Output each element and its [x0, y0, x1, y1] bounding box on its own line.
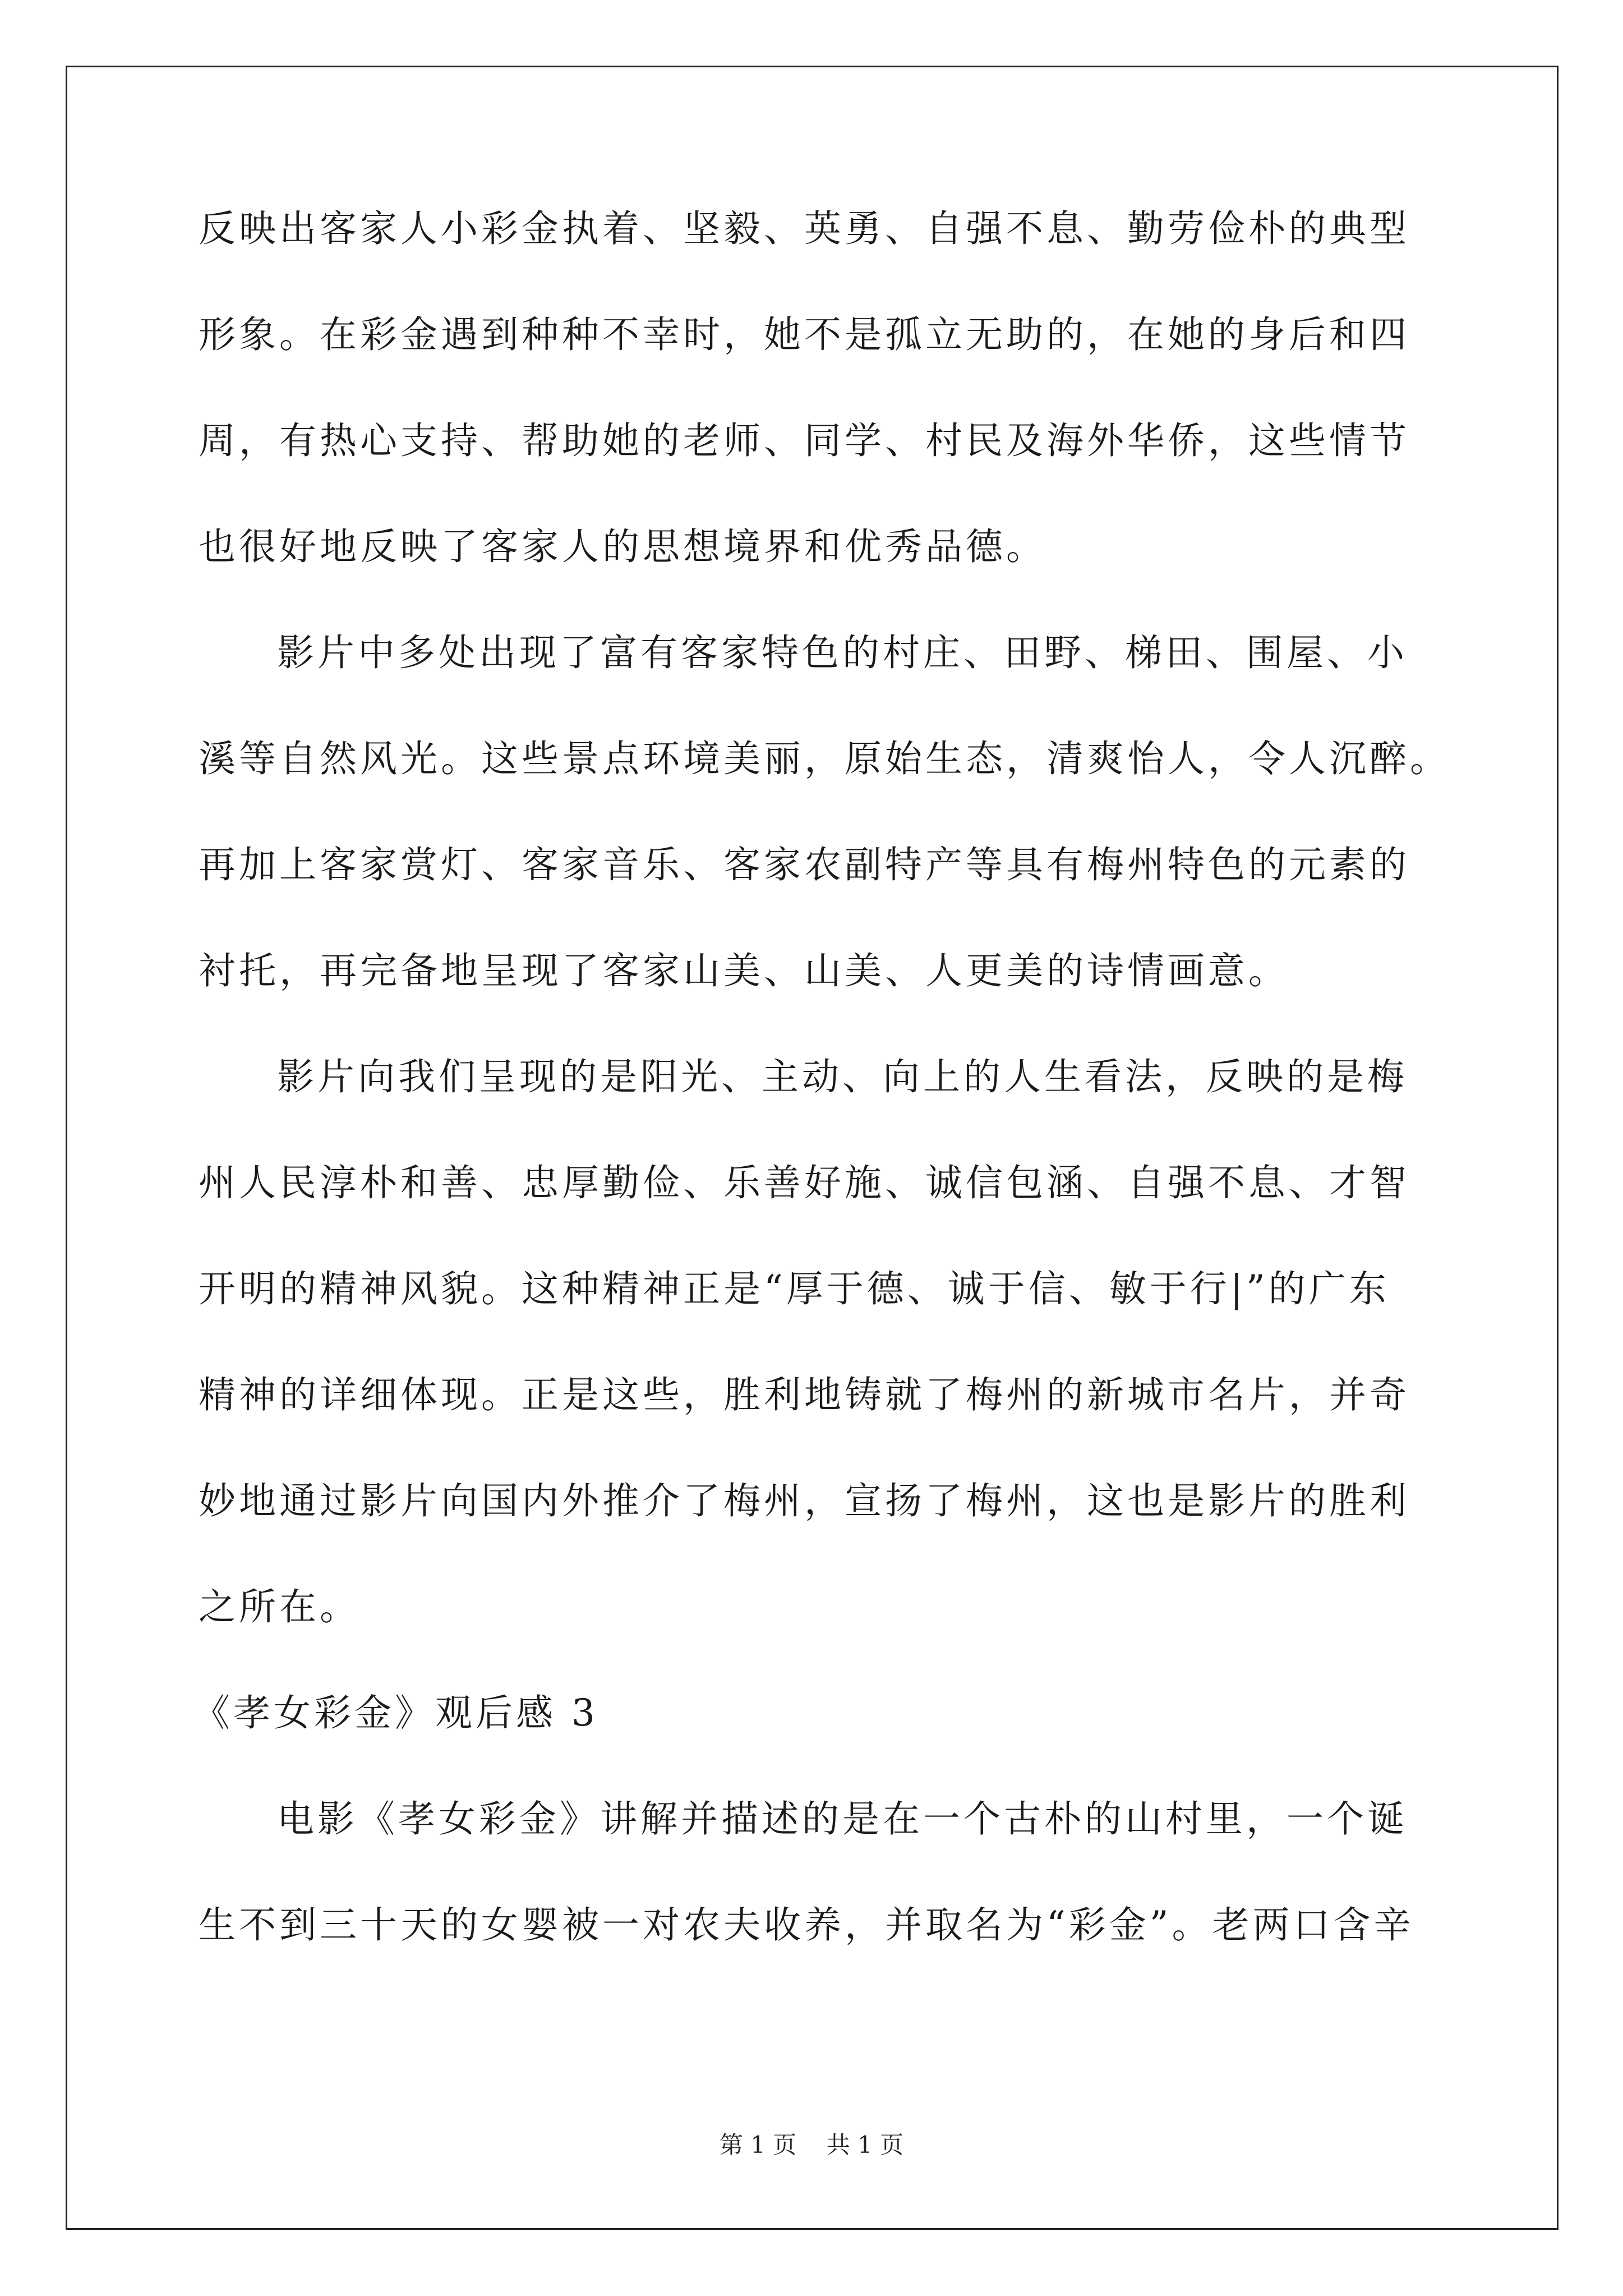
text-line: 溪等自然风光。这些景点环境美丽，原始生态，清爽怡人，令人沉醉。: [199, 737, 1450, 780]
text-line: 也很好地反映了客家人的思想境界和优秀品德。: [199, 525, 1046, 568]
section-heading: 《孝女彩金》观后感 3: [193, 1691, 598, 1734]
text-line: 反映出客家人小彩金执着、坚毅、英勇、自强不息、勤劳俭朴的典型: [199, 207, 1410, 250]
page-footer: 第 1 页 共 1 页: [719, 2131, 904, 2159]
text-line: 周，有热心支持、帮助她的老师、同学、村民及海外华侨，这些情节: [199, 419, 1410, 462]
text-line: 州人民淳朴和善、忠厚勤俭、乐善好施、诚信包涵、自强不息、才智: [199, 1161, 1410, 1204]
text-line: 影片中多处出现了富有客家特色的村庄、田野、梯田、围屋、小: [277, 631, 1408, 674]
text-line: 影片向我们呈现的是阳光、主动、向上的人生看法，反映的是梅: [277, 1055, 1408, 1098]
text-line: 之所在。: [199, 1585, 360, 1628]
text-line: 开明的精神风貌。这种精神正是“厚于德、诚于信、敏于行|”的广东: [199, 1267, 1390, 1310]
text-line: 生不到三十天的女婴被一对农夫收养，并取名为“彩金”。老两口含辛: [199, 1903, 1414, 1947]
text-line: 电影《孝女彩金》讲解并描述的是在一个古朴的山村里，一个诞: [277, 1797, 1408, 1841]
text-line: 形象。在彩金遇到种种不幸时，她不是孤立无助的，在她的身后和四: [199, 313, 1410, 356]
document-body: [193, 207, 1450, 2011]
text-line: 精神的详细体现。正是这些，胜利地铸就了梅州的新城市名片，并奇: [199, 1373, 1410, 1416]
text-line: 衬托，再完备地呈现了客家山美、山美、人更美的诗情画意。: [199, 949, 1289, 992]
text-line: 妙地通过影片向国内外推介了梅州，宣扬了梅州，这也是影片的胜利: [199, 1479, 1410, 1522]
text-line: 再加上客家赏灯、客家音乐、客家农副特产等具有梅州特色的元素的: [199, 843, 1410, 886]
